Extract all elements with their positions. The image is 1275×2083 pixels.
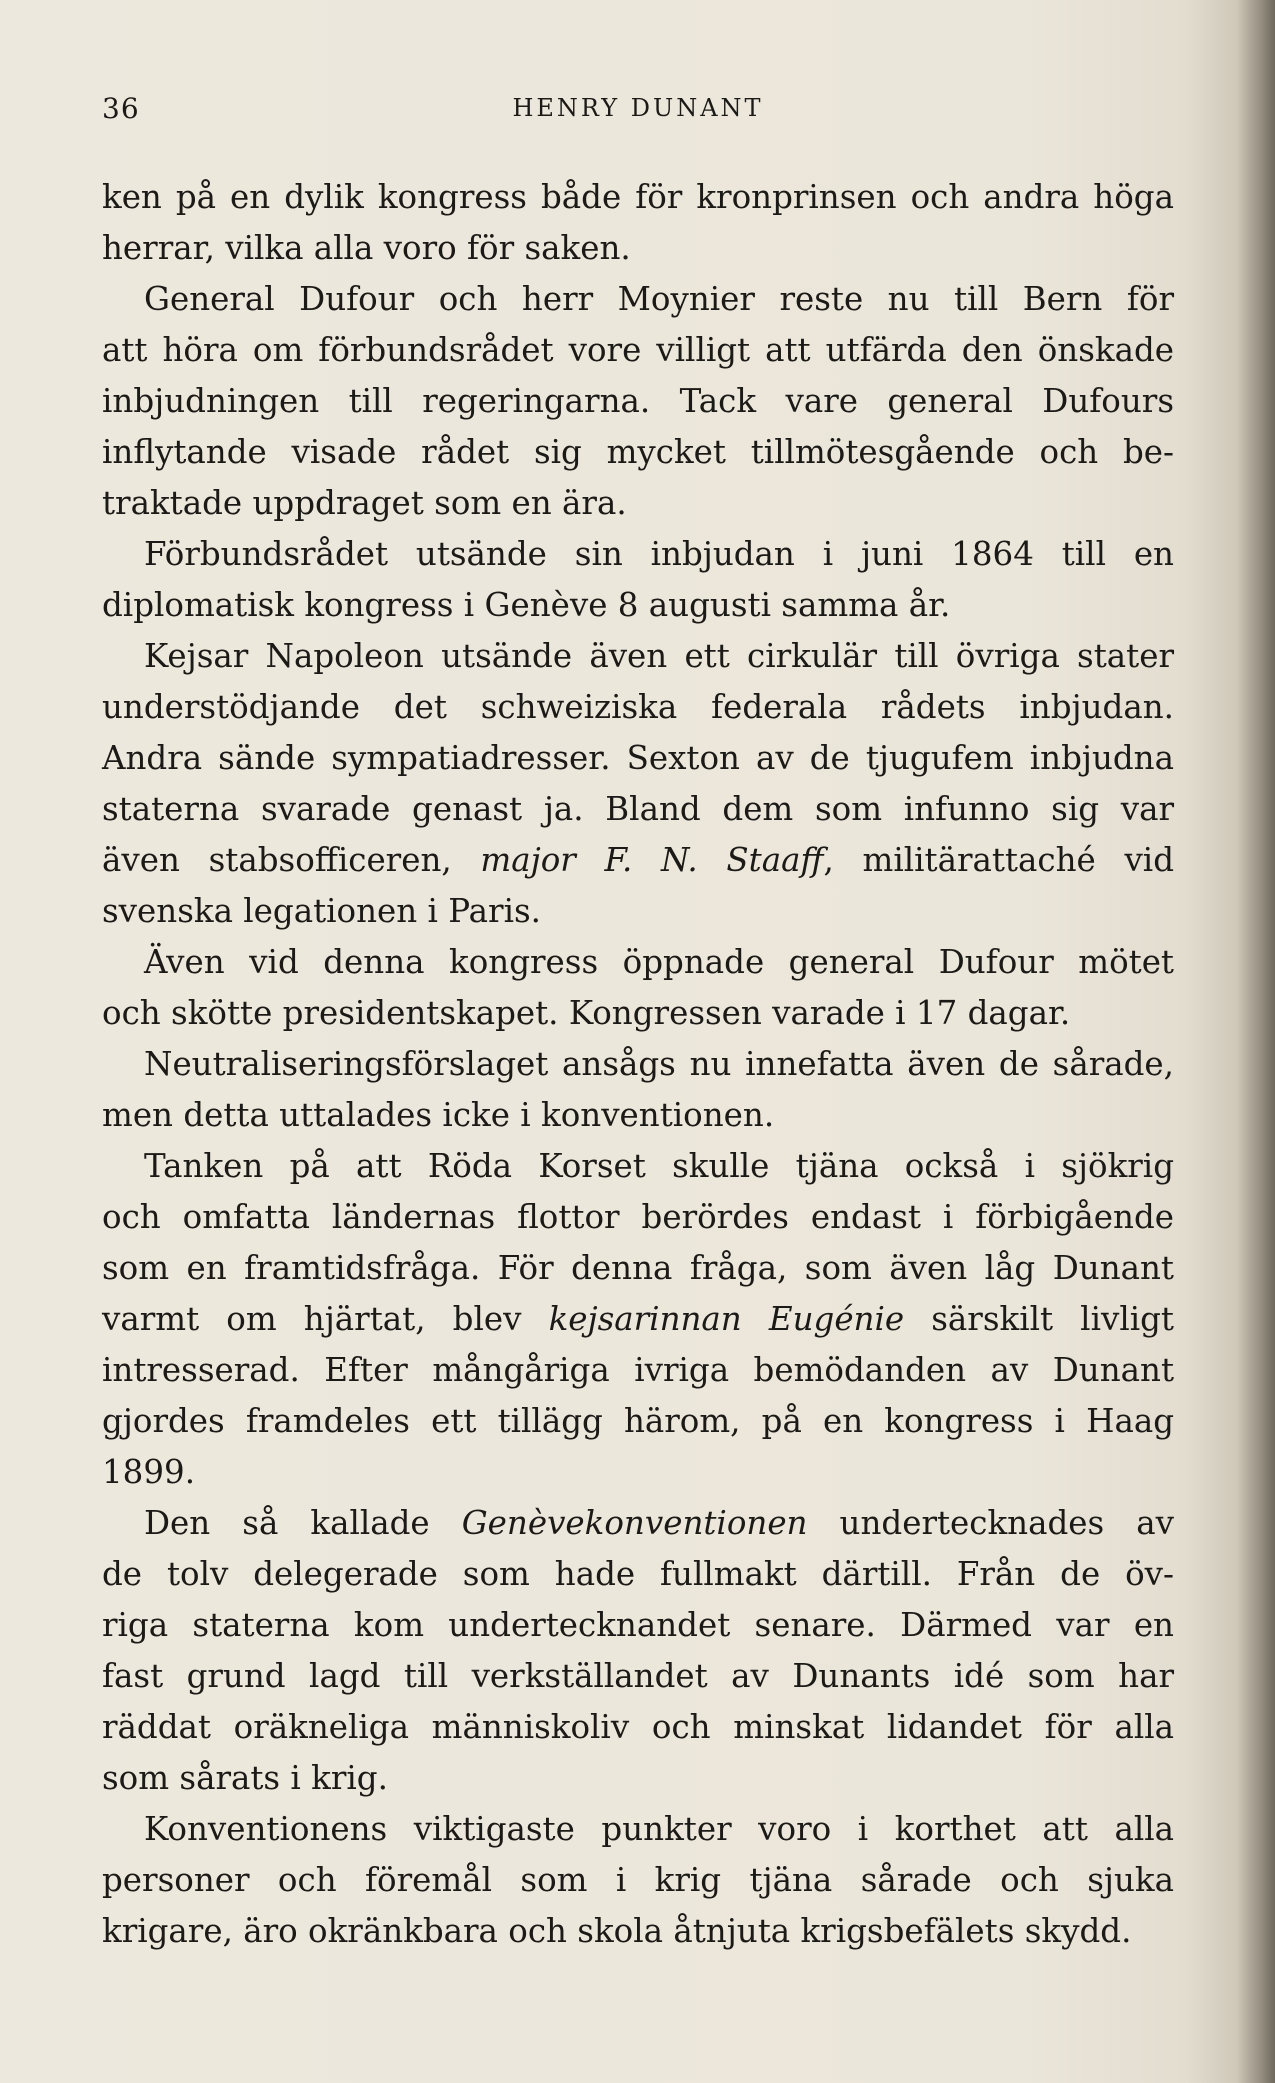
text-line: inbjudningen till regeringarna. Tack vare general Dufours: [102, 382, 1174, 420]
text-segment: , militärattaché vid: [823, 841, 1174, 879]
text-line: gjordes framdeles ett tillägg härom, på en kongress i Haag: [102, 1402, 1174, 1440]
text-line: staterna svarade genast ja. Bland dem som infunno sig var: [102, 790, 1174, 828]
text-line: Konventionens viktigaste punkter voro i korthet att alla: [144, 1810, 1174, 1848]
page-number: 36: [102, 92, 140, 125]
text-line: Neutraliseringsförslaget ansågs nu innefatta även de sårade,: [144, 1045, 1174, 1083]
text-segment: Den så kallade: [144, 1504, 462, 1542]
text-segment: undertecknades av: [807, 1504, 1174, 1542]
text-line: understödjande det schweiziska federala rådets inbjudan.: [102, 688, 1174, 726]
text-segment: särskilt livligt: [904, 1300, 1174, 1338]
text-segment: varmt om hjärtat, blev: [102, 1300, 549, 1338]
text-line: inflytande visade rådet sig mycket tillmötesgående och be-: [102, 433, 1174, 471]
text-line: svenska legationen i Paris.: [102, 892, 541, 930]
italic-text: Genèvekonventionen: [461, 1504, 808, 1542]
text-line: [102, 1498, 1174, 1549]
text-line: men detta uttalades icke i konventionen.: [102, 1096, 775, 1134]
text-line: Förbundsrådet utsände sin inbjudan i juni 1864 till en: [144, 535, 1174, 573]
text-line: diplomatisk kongress i Genève 8 augusti samma år.: [102, 586, 951, 624]
text-line: som sårats i krig.: [102, 1759, 388, 1797]
text-line: [102, 835, 1174, 886]
text-line: intresserad. Efter mångåriga ivriga bemödanden av Dunant: [102, 1351, 1174, 1389]
page-shadow-edge: [1237, 0, 1275, 2083]
text-line: räddat oräkneliga människoliv och minskat lidandet för alla: [102, 1708, 1174, 1746]
text-line: 1899.: [102, 1453, 196, 1491]
text-line: traktade uppdraget som en ära.: [102, 484, 627, 522]
running-head: HENRY DUNANT: [512, 94, 764, 122]
text-line: Kejsar Napoleon utsände även ett cirkulär till övriga stater: [144, 637, 1174, 675]
text-line: personer och föremål som i krig tjäna sårade och sjuka: [102, 1861, 1174, 1899]
italic-text: kejsarinnan Eugénie: [548, 1300, 905, 1338]
text-line: riga staterna kom undertecknandet senare. Därmed var en: [102, 1606, 1174, 1644]
text-line: och omfatta ländernas flottor berördes endast i förbigående: [102, 1198, 1174, 1236]
text-line: Andra sände sympatiadresser. Sexton av de tjugufem inbjudna: [102, 739, 1174, 777]
text-line: de tolv delegerade som hade fullmakt därtill. Från de öv-: [102, 1555, 1174, 1593]
page-header: [102, 92, 1174, 136]
text-line: General Dufour och herr Moynier reste nu till Bern för: [144, 280, 1174, 318]
text-line: Även vid denna kongress öppnade general Dufour mötet: [144, 943, 1174, 981]
text-line: krigare, äro okränkbara och skola åtnjuta krigsbefälets skydd.: [102, 1912, 1132, 1950]
text-line: Tanken på att Röda Korset skulle tjäna också i sjökrig: [144, 1147, 1174, 1185]
text-line: [102, 1294, 1174, 1345]
text-line: som en framtidsfråga. För denna fråga, som även låg Dunant: [102, 1249, 1174, 1287]
text-line: herrar, vilka alla voro för saken.: [102, 229, 631, 267]
text-line: att höra om förbundsrådet vore villigt att utfärda den önskade: [102, 331, 1174, 369]
text-line: fast grund lagd till verkställandet av Dunants idé som har: [102, 1657, 1174, 1695]
text-line: och skötte presidentskapet. Kongressen varade i 17 dagar.: [102, 994, 1071, 1032]
italic-text: major F. N. Staaff: [480, 841, 824, 879]
body-text: [102, 172, 1174, 1957]
text-line: ken på en dylik kongress både för kronprinsen och andra höga: [102, 178, 1174, 216]
text-segment: även stabsofficeren,: [102, 841, 481, 879]
